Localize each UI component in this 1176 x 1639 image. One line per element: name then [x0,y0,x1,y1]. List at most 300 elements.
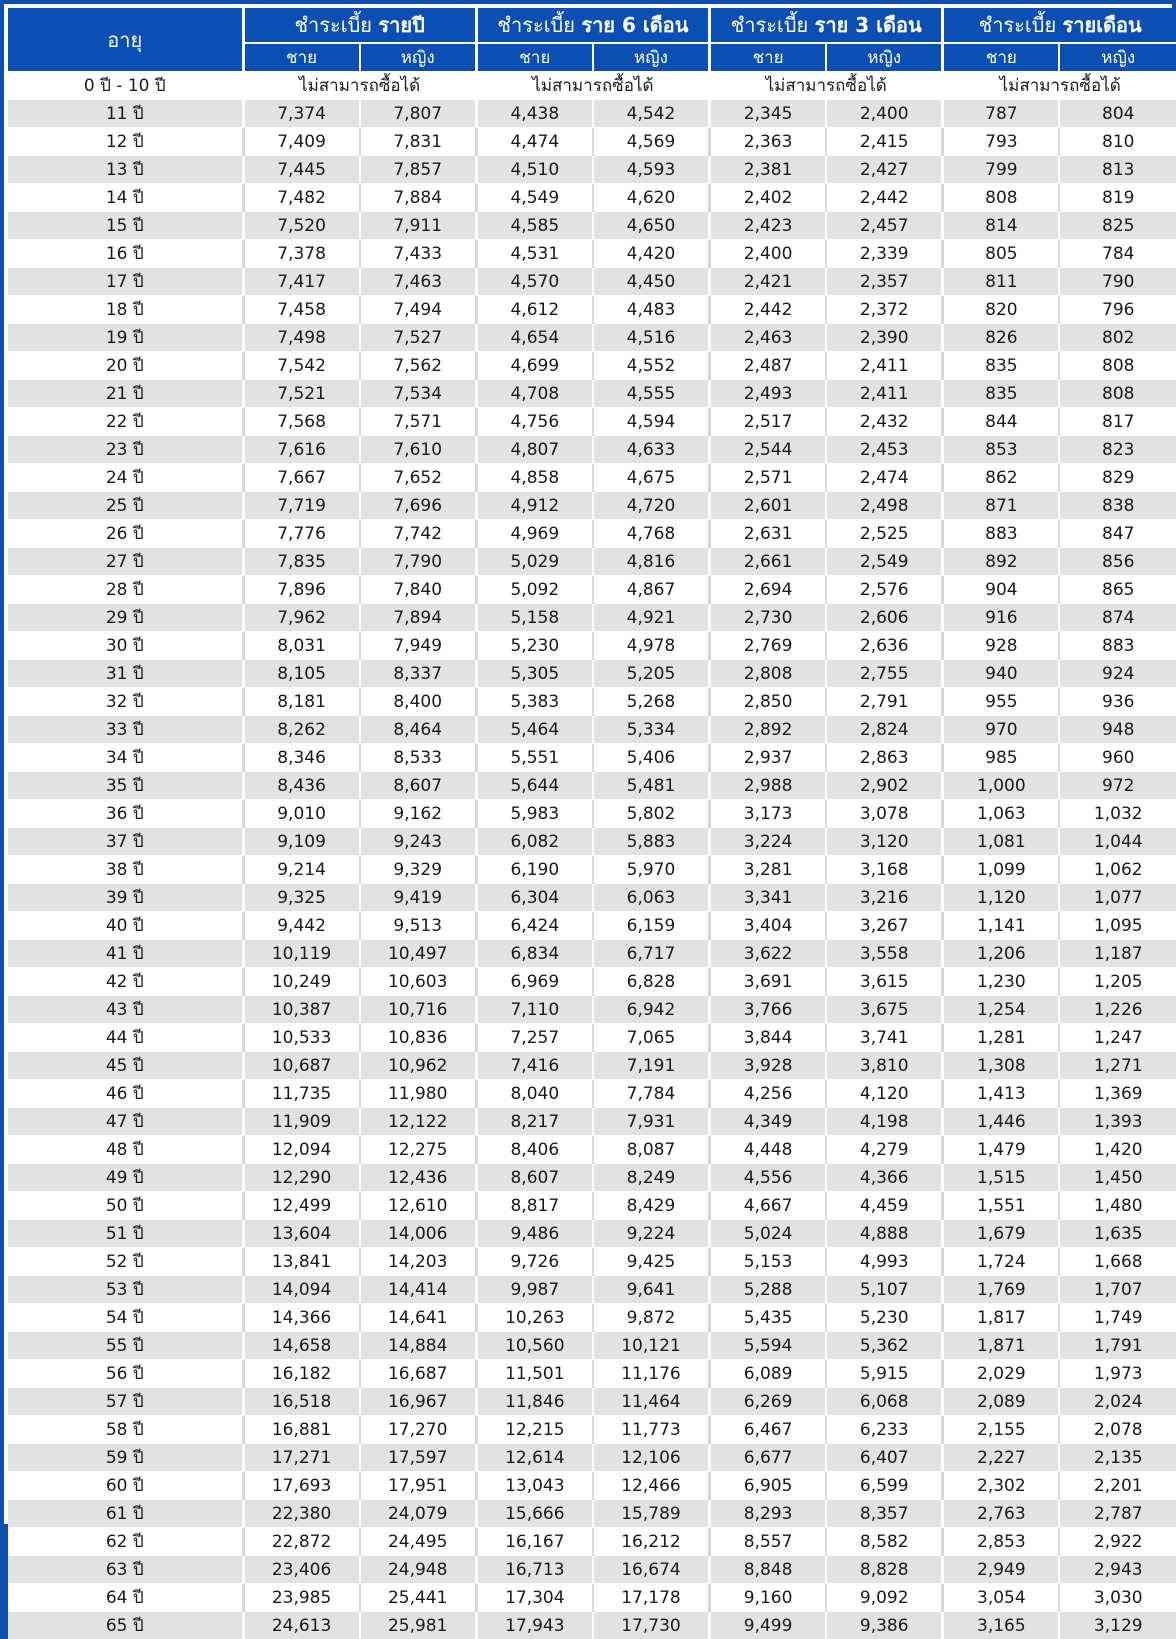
age-cell: 32 ปี [8,688,243,716]
table-row [8,436,1176,464]
age-cell: 54 ปี [8,1304,243,1332]
monthly-female-cell: 1,271 [1059,1052,1176,1080]
annual-female-cell: 8,533 [360,744,477,772]
quarterly-female-cell: 3,120 [826,828,943,856]
quarterly-female-cell: 2,411 [826,380,943,408]
semiannual-female-cell: 10,121 [593,1332,710,1360]
annual-male-cell: 23,406 [243,1556,360,1584]
monthly-female-cell: 808 [1059,352,1176,380]
semiannual-male-cell: 4,807 [476,436,593,464]
monthly-payment-header [943,8,1176,43]
monthly-female-cell: 874 [1059,604,1176,632]
semiannual-male-cell: 6,082 [476,828,593,856]
quarterly-male-cell: 2,442 [710,296,827,324]
annual-male-cell: 7,445 [243,156,360,184]
annual-male-cell: 14,366 [243,1304,360,1332]
quarterly-male-cell: 4,256 [710,1080,827,1108]
monthly-male-cell: 808 [943,184,1060,212]
monthly-male-cell: 916 [943,604,1060,632]
annual-female-cell: 7,571 [360,408,477,436]
annual-male-cell: 16,881 [243,1416,360,1444]
annual-female-cell: 12,122 [360,1108,477,1136]
quarterly-male-cell: 2,493 [710,380,827,408]
monthly-male-cell: 871 [943,492,1060,520]
semiannual-female-cell: 4,450 [593,268,710,296]
table-row [8,688,1176,716]
quarterly-male-cell: 2,850 [710,688,827,716]
annual-male-cell: 23,985 [243,1584,360,1612]
semiannual-male-cell: 4,756 [476,408,593,436]
quarterly-male-cell: 3,622 [710,940,827,968]
annual-female-cell: 7,433 [360,240,477,268]
not-available-cell: ไม่สามารถซื้อได้ [943,72,1176,100]
semiannual-female-cell: 5,268 [593,688,710,716]
table-row [8,1136,1176,1164]
table-row [8,912,1176,940]
quarterly-male-cell: 3,341 [710,884,827,912]
annual-female-cell: 14,641 [360,1304,477,1332]
table-row [8,1080,1176,1108]
monthly-male-cell: 1,479 [943,1136,1060,1164]
annual-female-cell: 14,203 [360,1248,477,1276]
semiannual-male-cell: 4,438 [476,100,593,128]
quarterly-female-cell: 3,267 [826,912,943,940]
monthly-male-cell: 904 [943,576,1060,604]
semiannual-female-cell: 4,569 [593,128,710,156]
age-cell: 37 ปี [8,828,243,856]
semiannual-female-cell: 4,675 [593,464,710,492]
female-subheader: หญิง [360,43,477,72]
premium-rate-table [8,8,1176,1639]
monthly-male-cell: 1,446 [943,1108,1060,1136]
age-cell: 64 ปี [8,1584,243,1612]
annual-female-cell: 7,742 [360,520,477,548]
table-row [8,408,1176,436]
annual-female-cell: 7,610 [360,436,477,464]
annual-female-cell: 7,696 [360,492,477,520]
age-cell: 46 ปี [8,1080,243,1108]
monthly-female-cell: 2,943 [1059,1556,1176,1584]
annual-male-cell: 8,436 [243,772,360,800]
age-cell: 18 ปี [8,296,243,324]
semiannual-female-cell: 9,425 [593,1248,710,1276]
table-row [8,1024,1176,1052]
annual-female-cell: 7,652 [360,464,477,492]
monthly-female-cell: 865 [1059,576,1176,604]
semiannual-female-cell: 6,828 [593,968,710,996]
monthly-male-cell: 805 [943,240,1060,268]
semiannual-female-cell: 6,159 [593,912,710,940]
quarterly-male-cell: 6,269 [710,1388,827,1416]
semiannual-male-cell: 8,817 [476,1192,593,1220]
male-subheader: ชาย [243,43,360,72]
monthly-male-cell: 970 [943,716,1060,744]
monthly-male-cell: 1,081 [943,828,1060,856]
age-cell: 16 ปี [8,240,243,268]
quarterly-female-cell: 8,357 [826,1500,943,1528]
monthly-female-cell: 1,420 [1059,1136,1176,1164]
quarterly-male-cell: 4,448 [710,1136,827,1164]
annual-male-cell: 22,380 [243,1500,360,1528]
monthly-male-cell: 2,853 [943,1528,1060,1556]
monthly-female-cell: 2,078 [1059,1416,1176,1444]
age-cell: 26 ปี [8,520,243,548]
quarterly-female-cell: 4,459 [826,1192,943,1220]
monthly-male-cell: 2,302 [943,1472,1060,1500]
monthly-female-cell: 1,749 [1059,1304,1176,1332]
annual-female-cell: 7,840 [360,576,477,604]
monthly-male-cell: 793 [943,128,1060,156]
monthly-male-cell: 1,000 [943,772,1060,800]
table-row [8,1556,1176,1584]
monthly-female-cell: 1,668 [1059,1248,1176,1276]
age-cell: 36 ปี [8,800,243,828]
semiannual-male-cell: 16,167 [476,1528,593,1556]
table-row [8,1304,1176,1332]
age-cell: 56 ปี [8,1360,243,1388]
table-row [8,352,1176,380]
semiannual-male-cell: 5,092 [476,576,593,604]
semiannual-male-cell: 17,943 [476,1612,593,1639]
quarterly-female-cell: 3,675 [826,996,943,1024]
age-cell: 62 ปี [8,1528,243,1556]
annual-female-cell: 7,562 [360,352,477,380]
monthly-female-cell: 838 [1059,492,1176,520]
quarterly-male-cell: 3,766 [710,996,827,1024]
quarterly-male-cell: 2,988 [710,772,827,800]
age-cell: 28 ปี [8,576,243,604]
monthly-male-cell: 835 [943,352,1060,380]
quarterly-female-cell: 2,606 [826,604,943,632]
annual-female-cell: 7,831 [360,128,477,156]
monthly-female-cell: 924 [1059,660,1176,688]
semiannual-male-cell: 5,158 [476,604,593,632]
table-row [8,1444,1176,1472]
semiannual-female-cell: 8,249 [593,1164,710,1192]
group-prefix: ชำระเบี้ย [294,13,378,37]
semiannual-female-cell: 4,978 [593,632,710,660]
table-row [8,1416,1176,1444]
monthly-male-cell: 826 [943,324,1060,352]
table-row [8,212,1176,240]
quarterly-female-cell: 2,576 [826,576,943,604]
monthly-male-cell: 787 [943,100,1060,128]
monthly-female-cell: 960 [1059,744,1176,772]
age-cell: 52 ปี [8,1248,243,1276]
annual-female-cell: 7,911 [360,212,477,240]
age-cell: 29 ปี [8,604,243,632]
female-subheader: หญิง [826,43,943,72]
age-column-header: อายุ [8,8,243,72]
quarterly-male-cell: 8,557 [710,1528,827,1556]
annual-female-cell: 8,464 [360,716,477,744]
age-cell: 20 ปี [8,352,243,380]
monthly-male-cell: 3,054 [943,1584,1060,1612]
table-row [8,1472,1176,1500]
semiannual-male-cell: 4,969 [476,520,593,548]
semiannual-female-cell: 16,212 [593,1528,710,1556]
quarterly-female-cell: 9,386 [826,1612,943,1639]
quarterly-male-cell: 5,288 [710,1276,827,1304]
quarterly-female-cell: 2,390 [826,324,943,352]
quarterly-male-cell: 2,544 [710,436,827,464]
age-cell: 11 ปี [8,100,243,128]
quarterly-male-cell: 6,905 [710,1472,827,1500]
monthly-female-cell: 796 [1059,296,1176,324]
semiannual-male-cell: 7,257 [476,1024,593,1052]
monthly-male-cell: 1,871 [943,1332,1060,1360]
semiannual-male-cell: 5,551 [476,744,593,772]
table-row [8,576,1176,604]
semiannual-female-cell: 11,464 [593,1388,710,1416]
monthly-male-cell: 1,817 [943,1304,1060,1332]
table-row [8,1612,1176,1639]
age-cell: 48 ปี [8,1136,243,1164]
monthly-male-cell: 2,089 [943,1388,1060,1416]
semiannual-female-cell: 11,176 [593,1360,710,1388]
annual-female-cell: 8,400 [360,688,477,716]
monthly-female-cell: 808 [1059,380,1176,408]
annual-male-cell: 7,962 [243,604,360,632]
table-row [8,128,1176,156]
quarterly-male-cell: 4,556 [710,1164,827,1192]
male-subheader: ชาย [476,43,593,72]
semiannual-male-cell: 4,612 [476,296,593,324]
quarterly-female-cell: 3,216 [826,884,943,912]
annual-female-cell: 9,419 [360,884,477,912]
semiannual-male-cell: 11,501 [476,1360,593,1388]
monthly-male-cell: 1,724 [943,1248,1060,1276]
quarterly-male-cell: 3,173 [710,800,827,828]
annual-male-cell: 24,613 [243,1612,360,1639]
quarterly-male-cell: 2,631 [710,520,827,548]
quarterly-female-cell: 6,407 [826,1444,943,1472]
monthly-female-cell: 1,062 [1059,856,1176,884]
semiannual-female-cell: 4,420 [593,240,710,268]
annual-male-cell: 7,776 [243,520,360,548]
quarterly-female-cell: 5,915 [826,1360,943,1388]
annual-female-cell: 14,006 [360,1220,477,1248]
table-row [8,940,1176,968]
age-cell: 45 ปี [8,1052,243,1080]
semiannual-male-cell: 7,110 [476,996,593,1024]
quarterly-male-cell: 4,349 [710,1108,827,1136]
annual-male-cell: 8,346 [243,744,360,772]
age-cell: 44 ปี [8,1024,243,1052]
quarterly-female-cell: 2,372 [826,296,943,324]
quarterly-female-cell: 2,415 [826,128,943,156]
quarterly-female-cell: 2,442 [826,184,943,212]
monthly-male-cell: 811 [943,268,1060,296]
semiannual-female-cell: 8,429 [593,1192,710,1220]
quarterly-female-cell: 3,741 [826,1024,943,1052]
annual-female-cell: 10,716 [360,996,477,1024]
annual-male-cell: 7,521 [243,380,360,408]
quarterly-male-cell: 5,594 [710,1332,827,1360]
annual-male-cell: 13,841 [243,1248,360,1276]
annual-female-cell: 9,329 [360,856,477,884]
age-cell: 12 ปี [8,128,243,156]
quarterly-male-cell: 6,089 [710,1360,827,1388]
quarterly-female-cell: 6,233 [826,1416,943,1444]
group-period: รายปี [378,13,424,37]
annual-male-cell: 11,909 [243,1108,360,1136]
monthly-male-cell: 2,029 [943,1360,1060,1388]
semiannual-male-cell: 4,654 [476,324,593,352]
quarterly-male-cell: 5,153 [710,1248,827,1276]
annual-male-cell: 10,387 [243,996,360,1024]
table-row [8,604,1176,632]
table-row [8,156,1176,184]
table-row [8,1332,1176,1360]
semiannual-male-cell: 4,531 [476,240,593,268]
quarterly-male-cell: 2,463 [710,324,827,352]
monthly-female-cell: 790 [1059,268,1176,296]
semiannual-female-cell: 4,650 [593,212,710,240]
group-period: รายเดือน [1063,13,1142,37]
age-cell: 51 ปี [8,1220,243,1248]
male-subheader: ชาย [943,43,1060,72]
age-cell: 34 ปี [8,744,243,772]
annual-male-cell: 13,604 [243,1220,360,1248]
age-cell: 21 ปี [8,380,243,408]
monthly-male-cell: 1,679 [943,1220,1060,1248]
quarterly-male-cell: 3,844 [710,1024,827,1052]
quarterly-female-cell: 8,582 [826,1528,943,1556]
semiannual-female-cell: 9,641 [593,1276,710,1304]
monthly-female-cell: 2,024 [1059,1388,1176,1416]
quarterly-male-cell: 8,848 [710,1556,827,1584]
monthly-female-cell: 936 [1059,688,1176,716]
annual-female-cell: 7,857 [360,156,477,184]
quarterly-female-cell: 2,902 [826,772,943,800]
annual-male-cell: 8,105 [243,660,360,688]
annual-female-cell: 8,607 [360,772,477,800]
semiannual-male-cell: 10,560 [476,1332,593,1360]
group-period: ราย 3 เดือน [815,13,922,37]
quarterly-female-cell: 2,824 [826,716,943,744]
quarterly-female-cell: 2,636 [826,632,943,660]
quarterly-male-cell: 8,293 [710,1500,827,1528]
age-cell: 43 ปี [8,996,243,1024]
table-row [8,856,1176,884]
monthly-male-cell: 1,099 [943,856,1060,884]
quarterly-female-cell: 4,279 [826,1136,943,1164]
age-cell: 60 ปี [8,1472,243,1500]
monthly-male-cell: 985 [943,744,1060,772]
semiannual-female-cell: 7,931 [593,1108,710,1136]
monthly-female-cell: 817 [1059,408,1176,436]
annual-female-cell: 12,436 [360,1164,477,1192]
quarterly-male-cell: 2,345 [710,100,827,128]
quarterly-male-cell: 2,661 [710,548,827,576]
semiannual-male-cell: 5,383 [476,688,593,716]
annual-male-cell: 7,719 [243,492,360,520]
annual-female-cell: 7,949 [360,632,477,660]
table-row [8,520,1176,548]
annual-male-cell: 22,872 [243,1528,360,1556]
semiannual-male-cell: 4,708 [476,380,593,408]
age-cell: 47 ปี [8,1108,243,1136]
semiannual-female-cell: 11,773 [593,1416,710,1444]
age-cell: 0 ปี - 10 ปี [8,72,243,100]
quarterly-male-cell: 2,487 [710,352,827,380]
annual-female-cell: 25,441 [360,1584,477,1612]
table-row [8,184,1176,212]
semiannual-male-cell: 8,217 [476,1108,593,1136]
monthly-female-cell: 1,187 [1059,940,1176,968]
annual-male-cell: 9,325 [243,884,360,912]
quarterly-male-cell: 2,892 [710,716,827,744]
annual-male-cell: 7,568 [243,408,360,436]
table-row [8,324,1176,352]
age-cell: 25 ปี [8,492,243,520]
monthly-male-cell: 853 [943,436,1060,464]
semiannual-female-cell: 5,883 [593,828,710,856]
monthly-male-cell: 835 [943,380,1060,408]
monthly-female-cell: 1,973 [1059,1360,1176,1388]
monthly-male-cell: 1,281 [943,1024,1060,1052]
monthly-male-cell: 1,308 [943,1052,1060,1080]
semiannual-female-cell: 15,789 [593,1500,710,1528]
semiannual-female-cell: 4,768 [593,520,710,548]
quarterly-female-cell: 2,474 [826,464,943,492]
quarterly-female-cell: 3,078 [826,800,943,828]
monthly-female-cell: 1,044 [1059,828,1176,856]
age-cell: 57 ปี [8,1388,243,1416]
annual-male-cell: 7,498 [243,324,360,352]
semiannual-male-cell: 5,305 [476,660,593,688]
monthly-female-cell: 847 [1059,520,1176,548]
table-row [8,800,1176,828]
semiannual-female-cell: 12,106 [593,1444,710,1472]
quarterly-male-cell: 5,435 [710,1304,827,1332]
quarterly-female-cell: 2,498 [826,492,943,520]
semiannual-female-cell: 5,970 [593,856,710,884]
annual-female-cell: 10,962 [360,1052,477,1080]
semiannual-male-cell: 4,585 [476,212,593,240]
annual-female-cell: 12,610 [360,1192,477,1220]
annual-female-cell: 24,948 [360,1556,477,1584]
monthly-male-cell: 892 [943,548,1060,576]
semiannual-female-cell: 5,481 [593,772,710,800]
quarterly-female-cell: 3,168 [826,856,943,884]
monthly-female-cell: 819 [1059,184,1176,212]
annual-male-cell: 7,482 [243,184,360,212]
quarterly-female-cell: 2,400 [826,100,943,128]
annual-male-cell: 7,542 [243,352,360,380]
table-row [8,996,1176,1024]
not-available-row [8,72,1176,100]
annual-male-cell: 12,094 [243,1136,360,1164]
age-cell: 24 ปี [8,464,243,492]
annual-female-cell: 7,534 [360,380,477,408]
quarterly-male-cell: 2,937 [710,744,827,772]
monthly-female-cell: 883 [1059,632,1176,660]
semiannual-female-cell: 6,063 [593,884,710,912]
table-header [8,8,1176,72]
quarterly-female-cell: 4,198 [826,1108,943,1136]
quarterly-female-cell: 2,339 [826,240,943,268]
semiannual-male-cell: 11,846 [476,1388,593,1416]
monthly-male-cell: 1,120 [943,884,1060,912]
quarterly-female-cell: 2,525 [826,520,943,548]
monthly-male-cell: 1,230 [943,968,1060,996]
monthly-male-cell: 814 [943,212,1060,240]
monthly-female-cell: 1,247 [1059,1024,1176,1052]
semiannual-female-cell: 9,224 [593,1220,710,1248]
table-row [8,1388,1176,1416]
